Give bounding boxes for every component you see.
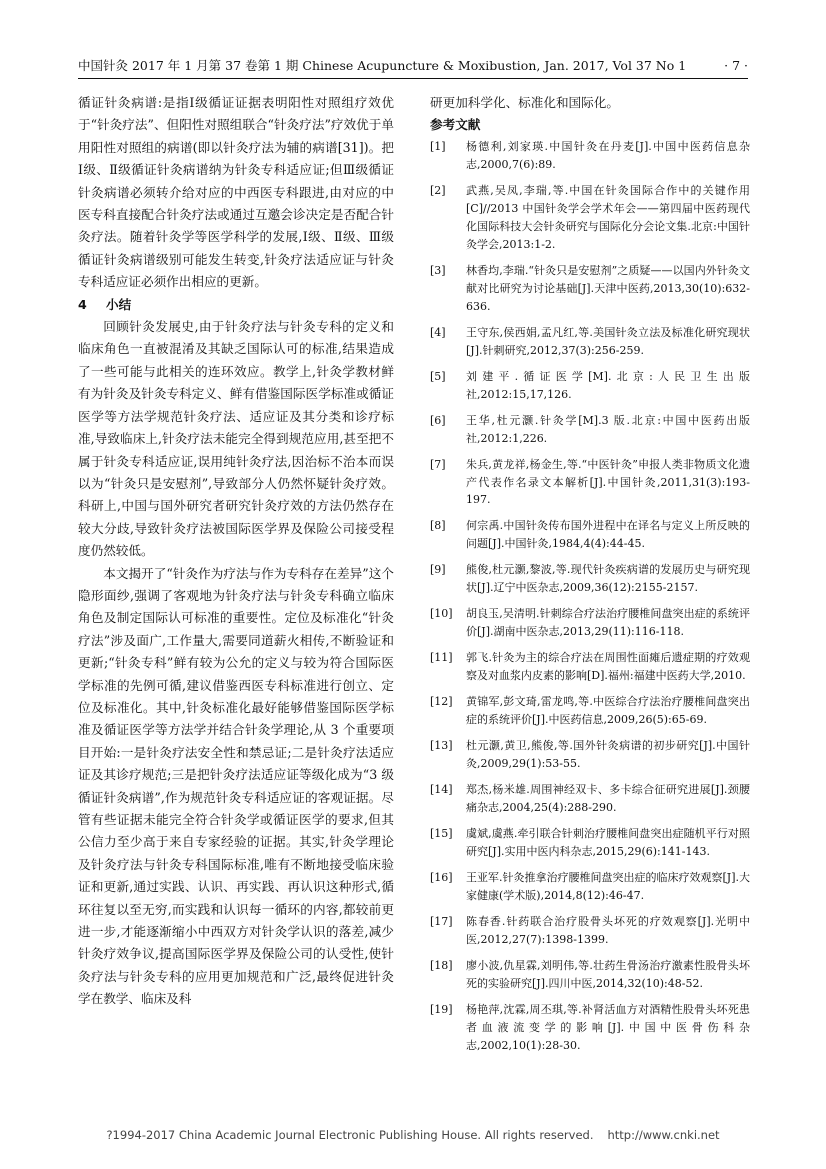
reference-number: [7] (430, 457, 446, 471)
reference-item (430, 1001, 750, 1054)
reference-number: [19] (430, 1003, 453, 1017)
reference-text: 郑杰,杨米雄.周围神经双卡、多卡综合征研究进展[J].颈腰痛杂志,2004,25(4):288-290. (466, 783, 750, 815)
reference-number: [10] (430, 607, 453, 621)
reference-item (430, 262, 750, 315)
reference-text: 黄锦军,彭文琦,雷龙鸣,等.中医综合疗法治疗腰椎间盘突出症的系统评价[J].中医药信息,2009,26(5):65-69. (466, 695, 750, 727)
header-rule (78, 78, 748, 79)
reference-number: [3] (430, 263, 446, 277)
running-header (78, 56, 748, 76)
reference-number: [9] (430, 563, 446, 577)
reference-item (430, 182, 750, 253)
reference-number: [18] (430, 959, 453, 973)
reference-item (430, 913, 750, 949)
reference-text: 朱兵,黄龙祥,杨金生,等.“中医针灸”申报人类非物质文化遗产代表作名录文本解析[J].中国针灸,2011,31(3):193-197. (466, 457, 750, 507)
footer (0, 1128, 826, 1142)
reference-item (430, 517, 750, 553)
reference-text: 王华,杜元灏.针灸学[M].3 版.北京:中国中医药出版社,2012:1,226. (466, 413, 750, 445)
reference-text: 王亚军.针灸推拿治疗腰椎间盘突出症的临床疗效观察[J].大家健康(学术版),2014,8(12):46-47. (466, 871, 750, 903)
section-heading (78, 294, 394, 316)
reference-text: 武燕,吴凤,李瑞,等.中国在针灸国际合作中的关键作用[C]//2013 中国针灸学会学术年会——第四届中医药现代化国际科技大会针灸研究与国际化分会论文集.北京:中国针灸学会,2013:1-2. (466, 184, 750, 251)
reference-number: [6] (430, 413, 446, 427)
website-link[interactable]: http://www.cnki.net (607, 1128, 720, 1142)
reference-item (430, 825, 750, 861)
reference-item (430, 412, 750, 448)
reference-number: [5] (430, 369, 446, 383)
journal-citation: 中国针灸 2017 年 1 月第 37 卷第 1 期 Chinese Acupuncture & Moxibustion, Jan. 2017, Vol 37 No 1 (78, 58, 687, 73)
reference-text: 杨艳萍,沈霖,周丕琪,等.补肾活血方对酒精性股骨头坏死患者血液流变学的影响[J].中国中医骨伤科杂志,2002,10(1):28-30. (466, 1003, 750, 1052)
reference-number: [13] (430, 739, 453, 753)
reference-item (430, 138, 750, 174)
reference-number: [14] (430, 783, 453, 797)
paragraph-continued: 循证针灸病谱:是指Ⅰ级循证证据表明阳性对照组疗效优于“针灸疗法”、但阳性对照组联合“针灸疗法”疗效优于单用阳性对照组的病谱(即以针灸疗法为辅的病谱[31])。把Ⅰ级、Ⅱ级循证针灸病谱纳为针灸专科适应证;但Ⅲ级循证针灸病谱必须转介给对应的中西医专科跟进,由对应的中医专科直接配合针灸疗法或通过互邀会诊决定是否配合针灸疗法。随着针灸学等医学科学的发展,Ⅰ级、Ⅱ级、Ⅲ级循证针灸病谱级别可能发生转变,针灸疗法适应证与针灸专科适应证必须作出相应的更新。 (78, 95, 394, 290)
reference-number: [11] (430, 651, 453, 665)
reference-list (430, 138, 750, 1054)
left-column (78, 92, 394, 1011)
reference-text: 刘建平.循证医学[M].北京:人民卫生出版社,2012:15,17,126. (466, 369, 750, 401)
reference-item (430, 649, 750, 685)
reference-text: 胡良玉,吴清明.针刺综合疗法治疗腰椎间盘突出症的系统评价[J].湖南中医杂志,2013,29(11):116-118. (466, 607, 750, 639)
right-column (430, 92, 750, 1063)
reference-number: [17] (430, 915, 453, 929)
reference-item (430, 693, 750, 729)
paragraph-summary: 本文揭开了“针灸作为疗法与作为专科存在差异”这个隐形面纱,强调了客观地为针灸疗法与针灸专科确立临床角色及制定国际认可标准的重要性。定位及标准化“针灸疗法”涉及面广,工作量大,需要同道薪火相传,不断验证和更新;“针灸专科”鲜有较为公允的定义与较为符合国际医学标准的先例可循,建议借鉴西医专科标准进行创立、定位及标准化。其中,针灸标准化最好能够借鉴国际医学标准及循证医学等方法学并结合针灸学理论,从 3 个重要项目开始:一是针灸疗法安全性和禁忌证;二是针灸疗法适应证及其诊疗规范;三是把针灸疗法适应证等级化成为“3 级循证针灸病谱”,作为规范针灸专科适应证的客观证据。尽管有些证据未能完全符合针灸学或循证医学的要求,但其公信力至少高于来自专家经验的证据。其实,针灸学理论及针灸疗法与针灸专科国际标准,唯有不断地接受临床验证和更新,通过实践、认识、再实践、再认识这种形式,循环往复以至无穷,而实践和认识每一循环的内容,都较前更进一步,才能逐渐缩小中西双方对针灸学认识的落差,减少针灸疗效争议,提高国际医学界及保险公司的认受性,使针灸疗法与针灸专科的应用更加规范和广泛,最终促进针灸学在教学、临床及科 (78, 565, 394, 1007)
page-number: · 7 · (724, 58, 748, 73)
reference-item (430, 561, 750, 597)
paragraph-end: 研更加科学化、标准化和国际化。 (430, 95, 619, 110)
reference-item (430, 456, 750, 509)
reference-text: 何宗禹.中国针灸传布国外进程中在译名与定义上所反映的问题[J].中国针灸,1984,4(4):44-45. (466, 519, 750, 551)
references-heading: 参考文献 (430, 117, 481, 133)
reference-text: 林香均,李瑞.“针灸只是安慰剂”之质疑——以国内外针灸文献对比研究为讨论基础[J].天津中医药,2013,30(10):632-636. (466, 263, 750, 313)
reference-item (430, 957, 750, 993)
reference-item (430, 781, 750, 817)
reference-text: 熊俊,杜元灏,黎波,等.现代针灸疾病谱的发展历史与研究现状[J].辽宁中医杂志,2009,36(12):2155-2157. (466, 563, 750, 595)
reference-number: [16] (430, 871, 453, 885)
reference-item (430, 368, 750, 404)
reference-text: 郭飞.针灸为主的综合疗法在周围性面瘫后遗症期的疗效观察及对血浆内皮素的影响[D].福州:福建中医药大学,2010. (466, 651, 750, 683)
reference-number: [4] (430, 325, 446, 339)
reference-text: 杜元灏,黄卫,熊俊,等.国外针灸病谱的初步研究[J].中国针灸,2009,29(1):53-55. (466, 739, 750, 771)
copyright-notice: ?1994-2017 China Academic Journal Electronic Publishing House. All rights reserved. (106, 1128, 594, 1142)
reference-text: 杨德利,刘家瑛.中国针灸在丹麦[J].中国中医药信息杂志,2000,7(6):89. (466, 140, 750, 172)
reference-item (430, 869, 750, 905)
reference-item (430, 737, 750, 773)
section-title: 小结 (106, 296, 132, 312)
reference-text: 王守东,侯西娟,孟凡红,等.美国针灸立法及标准化研究现状[J].针刺研究,2012,37(3):256-259. (466, 325, 750, 357)
reference-number: [15] (430, 827, 453, 841)
paragraph-review: 回顾针灸发展史,由于针灸疗法与针灸专科的定义和临床角色一直被混淆及其缺乏国际认可的标准,结果造成了一些可能与此相关的连环效应。教学上,针灸学教材鲜有为针灸及针灸专科定义、鲜有借鉴国际医学标准或循证医学等方法学规范针灸疗法、适应证及其分类和诊疗标准,导致临床上,针灸疗法未能完全得到规范应用,甚至把不属于针灸专科适应证,误用纯针灸疗法,因治标不治本而误以为“针灸只是安慰剂”,导致部分人仍然怀疑针灸疗效。科研上,中国与国外研究者研究针灸疗效的方法仍然存在较大分歧,导致针灸疗法被国际医学界及保险公司接受程度仍然较低。 (78, 319, 394, 559)
reference-text: 虞斌,虞燕.牵引联合针刺治疗腰椎间盘突出症随机平行对照研究[J].实用中医内科杂志,2015,29(6):141-143. (466, 827, 750, 859)
reference-number: [2] (430, 184, 446, 198)
reference-text: 廖小波,仇星霖,刘明伟,等.壮药生骨汤治疗激素性股骨头坏死的实验研究[J].四川中医,2014,32(10):48-52. (466, 959, 750, 991)
reference-item (430, 605, 750, 641)
reference-item (430, 324, 750, 360)
reference-number: [8] (430, 519, 446, 533)
reference-text: 陈春香.针药联合治疗股骨头坏死的疗效观察[J].光明中医,2012,27(7):1398-1399. (466, 915, 750, 947)
reference-number: [1] (430, 140, 446, 154)
section-number: 4 (78, 296, 87, 312)
reference-number: [12] (430, 695, 453, 709)
